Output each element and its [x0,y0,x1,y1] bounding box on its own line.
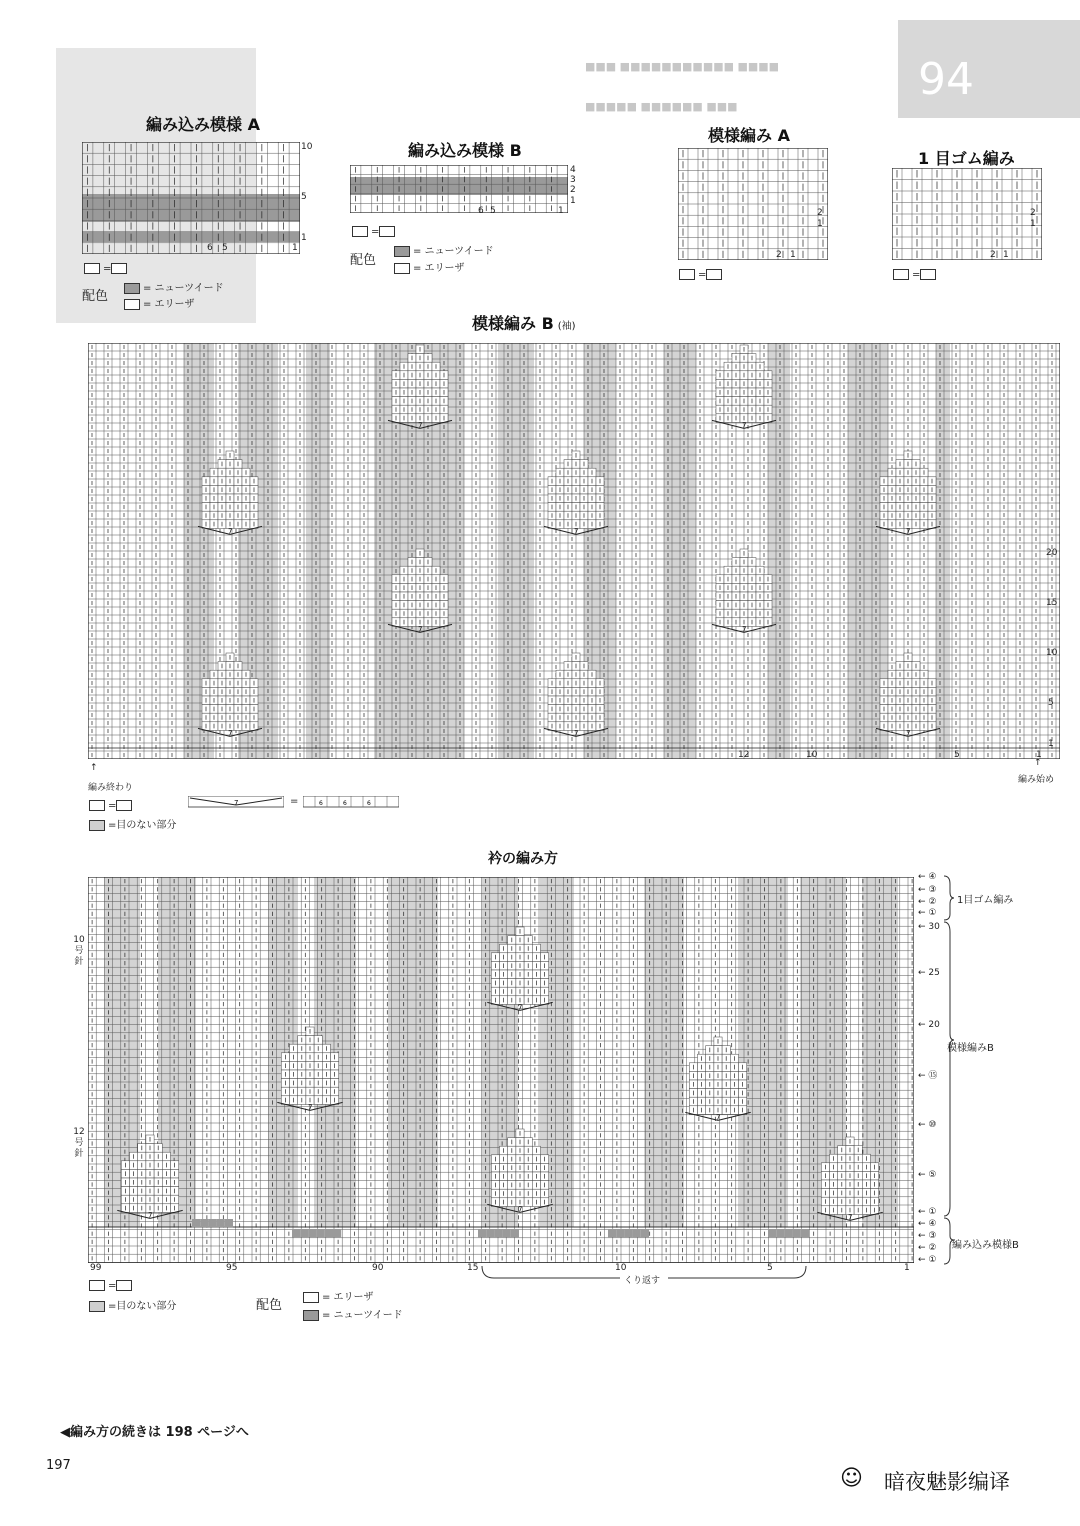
chart-b-row-label: 4 [570,165,576,175]
page-badge-number: 94 [918,54,974,105]
collar-col-label: 10 [615,1263,627,1273]
svg-text:7: 7 [234,799,239,807]
chart-b-legend-eliza: = エリーザ [394,259,465,274]
svg-text:7: 7 [418,625,423,634]
collar-row-marker: ← ② [918,897,937,907]
svg-text:7: 7 [574,527,579,536]
svg-text:7: 7 [906,729,911,738]
chart-a-col-label: 1 [292,243,298,253]
chart-ma-title: 模様編み A [708,126,790,145]
chart-rib-title: 1 目ゴム編み [918,149,1015,168]
collar-grid [88,877,914,1263]
mb-end-label: 編み終わり [88,783,134,793]
chart-rib-legend-knit: = [893,269,939,281]
white-swatch [124,299,140,310]
collar-title: 衿の編み方 [488,851,558,867]
chart-a-grid [82,142,300,254]
chart-ma-grid [678,148,828,260]
chart-rib-row-label: 2 [1030,208,1036,218]
section-pattern-label: 模様編みB [947,1043,994,1054]
knit-symbol [116,1280,132,1291]
decrease-eq: = [290,796,299,807]
collar-color-label: 配色 [256,1298,283,1313]
collar-row-marker: ← ⑤ [918,1170,937,1180]
white-swatch [394,263,410,274]
collar-row-marker: ← ① [918,1255,937,1265]
mb-legend-nostitch: =目のない部分 [89,816,176,831]
mb-row-label: 1 [1048,739,1054,749]
collar-row-marker: ← ⑩ [918,1120,937,1130]
chart-b-row-label: 3 [570,175,576,185]
ghost-text-2: ■■■■■ ■■■■■■ ■■■ [585,100,738,113]
chart-b-title: 編み込み模様 B [408,141,522,160]
svg-text:7: 7 [742,421,747,430]
white-swatch [352,226,368,237]
watermark-text: 暗夜魅影编译 [884,1470,1010,1494]
chart-a-legend-knit: = [84,263,130,275]
knit-symbol [111,263,127,274]
collar-row-marker: ← ② [918,1243,937,1253]
white-swatch [89,1280,105,1291]
chart-a-title: 編み込み模様 A [146,115,260,134]
chart-rib-row-label: 1 [1030,219,1036,229]
knit-symbol [706,269,722,280]
mb-col-label: 12 [738,750,750,760]
collar-row-marker: ← ⑮ [918,1071,938,1081]
svg-text:7: 7 [906,527,911,536]
section-brackets [942,874,956,1266]
section-rib-label: 1目ゴム編み [957,895,1014,906]
needle-10-label: 10号針 [73,935,85,967]
section-fairisle-label: 編み込み模様B [952,1240,1019,1251]
chart-ma-legend-knit: = [679,269,725,281]
mb-row-label: 20 [1046,548,1058,558]
chart-mb-grid [88,343,1060,759]
ghost-text-1: ■■■ ■■■■■■■■■■■ ■■■■ [585,60,780,73]
chart-rib-col-label: 2 [990,250,996,260]
mb-start-arrow: ↑ [1034,758,1042,768]
chart-b-legend-knit: = [352,226,398,238]
collar-legend-tweed: = ニューツイード [303,1306,403,1321]
collar-row-marker: ← ③ [918,1231,937,1241]
white-swatch [893,269,909,280]
svg-text:7: 7 [574,729,579,738]
decrease-symbol [188,796,284,808]
mb-col-label: 5 [954,750,960,760]
svg-text:7: 7 [418,421,423,430]
knit-symbol [379,226,395,237]
white-swatch [89,800,105,811]
chart-a-legend-tweed: = ニューツイード [124,279,224,294]
mb-legend-knit: = [89,800,135,812]
chart-rib-grid [892,168,1042,260]
continued-note: ◀編み方の続きは 198 ページへ [60,1425,249,1440]
gray-swatch [394,246,410,257]
mb-row-label: 15 [1046,598,1058,608]
collar-legend-nostitch: =目のない部分 [89,1297,176,1312]
knit-symbol [920,269,936,280]
chart-b-row-label: 2 [570,185,576,195]
chart-b-color-label: 配色 [350,253,377,268]
white-swatch [84,263,100,274]
collar-col-label: 95 [226,1263,238,1273]
needle-12-label: 12号針 [73,1127,85,1159]
svg-text:6: 6 [319,800,323,807]
chart-b-col-label: 1 [558,206,564,216]
mb-start-label: 編み始め [1018,775,1055,785]
collar-col-label: 5 [767,1263,773,1273]
white-swatch [303,1292,319,1303]
mb-col-label: 1 [1036,750,1042,760]
collar-row-marker: ← ① [918,1207,937,1217]
svg-text:6: 6 [367,800,371,807]
gray-swatch [303,1310,319,1321]
collar-legend-knit: = [89,1280,135,1292]
mb-end-arrow: ↑ [90,763,98,773]
chart-b-row-label: 1 [570,196,576,206]
decrease-symbol-detail [303,796,399,808]
collar-row-marker: ← ④ [918,872,937,882]
gray-swatch [124,283,140,294]
chart-a-col-label: 6 [207,243,213,253]
mb-row-label: 5 [1048,698,1054,708]
collar-legend-eliza: = エリーザ [303,1288,374,1303]
collar-col-label: 99 [90,1263,102,1273]
collar-row-marker: ← ④ [918,1219,937,1229]
chart-ma-row-label: 2 [817,208,823,218]
collar-row-marker: ← 25 [918,968,940,978]
chart-a-col-label: 5 [222,243,228,253]
collar-row-marker: ← 20 [918,1020,940,1030]
collar-row-marker: ← ③ [918,885,937,895]
knit-symbol [116,800,132,811]
mb-row-label: 10 [1046,648,1058,658]
chart-ma-col-label: 1 [790,250,796,260]
gray-swatch [89,820,105,831]
svg-text:7: 7 [228,729,233,738]
collar-row-marker: ← 30 [918,922,940,932]
collar-col-label: 1 [904,1263,910,1273]
chart-a-legend-eliza: = エリーザ [124,295,195,310]
collar-col-label: 90 [372,1263,384,1273]
svg-text:6: 6 [343,800,347,807]
page-number: 197 [46,1458,71,1473]
chart-a-row-label: 5 [301,192,307,202]
chart-ma-row-label: 1 [817,219,823,229]
collar-col-label: 15 [467,1263,479,1273]
chart-a-row-label: 10 [301,142,313,152]
collar-row-marker: ← ① [918,908,937,918]
chart-b-grid [350,165,568,213]
gray-swatch [89,1301,105,1312]
watermark-icon: ☺ [840,1466,863,1491]
chart-mb-title: 模様編み B (袖) [472,314,576,333]
white-swatch [679,269,695,280]
chart-a-row-label: 1 [301,233,307,243]
chart-rib-col-label: 1 [1003,250,1009,260]
mb-col-label: 10 [806,750,818,760]
repeat-label: くり返す [624,1276,661,1286]
chart-a-color-label: 配色 [82,289,109,304]
chart-b-col-label: 5 [490,206,496,216]
chart-b-legend-tweed: = ニューツイード [394,242,494,257]
svg-text:7: 7 [228,527,233,536]
chart-b-col-label: 6 [478,206,484,216]
chart-ma-col-label: 2 [776,250,782,260]
svg-text:7: 7 [742,625,747,634]
